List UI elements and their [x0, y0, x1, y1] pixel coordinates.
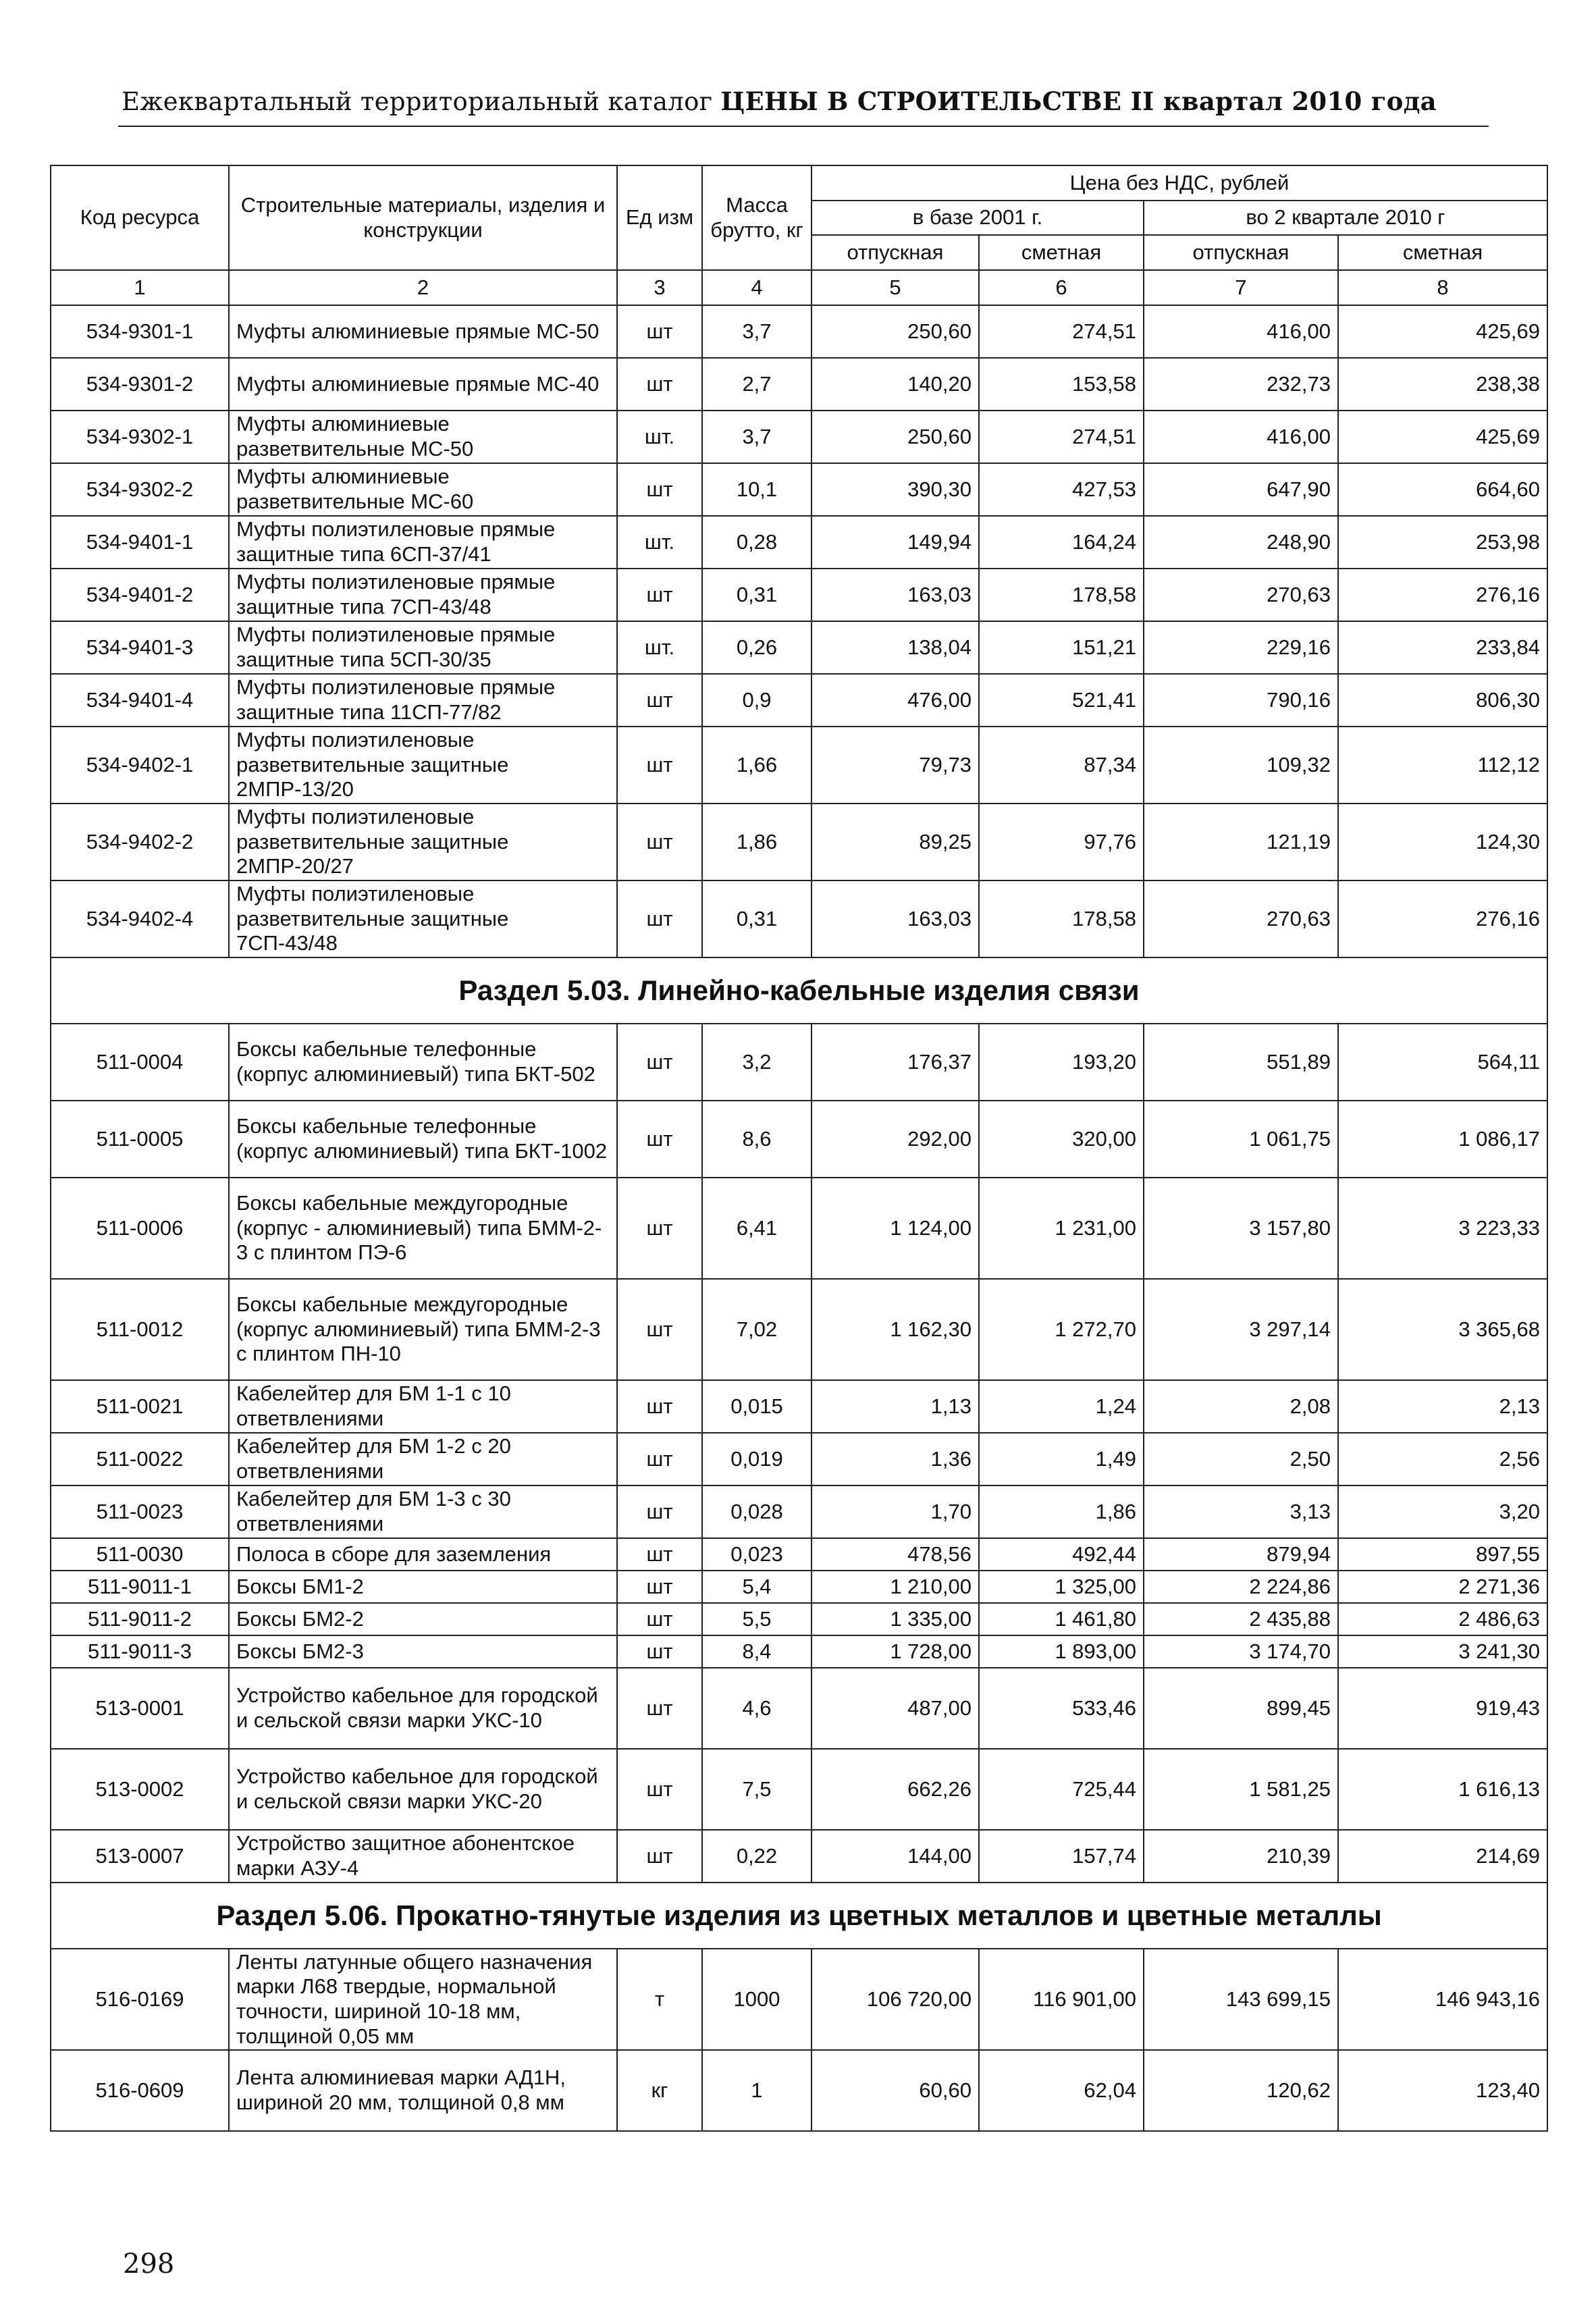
- mass: 10,1: [702, 463, 812, 516]
- unit: шт: [617, 727, 702, 804]
- price-current-retail: 790,16: [1144, 674, 1338, 727]
- table-row: [51, 1538, 1547, 1571]
- resource-code: 511-0030: [51, 1538, 229, 1571]
- resource-code: 534-9401-3: [51, 621, 229, 674]
- material-name: Боксы кабельные междугородные (корпус алюминиевый) типа БММ-2-3 с плинтом ПН-10: [229, 1279, 617, 1380]
- unit: шт: [617, 1668, 702, 1749]
- table-row: [51, 621, 1547, 674]
- resource-code: 511-9011-2: [51, 1603, 229, 1635]
- resource-code: 534-9302-1: [51, 411, 229, 463]
- material-name: Боксы БМ1-2: [229, 1571, 617, 1603]
- mass: 0,22: [702, 1830, 812, 1883]
- price-current-estimate: 123,40: [1338, 2050, 1547, 2131]
- price-current-retail: 899,45: [1144, 1668, 1338, 1749]
- table-row: [51, 804, 1547, 880]
- catalog-prefix: Ежеквартальный территориальный каталог: [122, 87, 713, 116]
- material-name: Муфты полиэтиленовые прямые защитные типа 7СП-43/48: [229, 569, 617, 621]
- price-current-retail: 248,90: [1144, 516, 1338, 569]
- price-base-retail: 1 124,00: [812, 1178, 979, 1279]
- price-base-retail: 662,26: [812, 1749, 979, 1830]
- price-current-estimate: 3 223,33: [1338, 1178, 1547, 1279]
- resource-code: 511-0005: [51, 1101, 229, 1178]
- price-current-retail: 3 174,70: [1144, 1635, 1338, 1668]
- material-name: Муфты полиэтиленовые прямые защитные типа 6СП-37/41: [229, 516, 617, 569]
- price-current-estimate: 1 086,17: [1338, 1101, 1547, 1178]
- table-row: [51, 1635, 1547, 1668]
- catalog-title: ЦЕНЫ В СТРОИТЕЛЬСТВЕ II квартал 2010 года: [720, 86, 1437, 116]
- column-number: 5: [812, 270, 979, 305]
- price-table: [50, 165, 1548, 2132]
- section-title: Раздел 5.06. Прокатно-тянутые изделия из цветных металлов и цветные металлы: [51, 1883, 1547, 1949]
- table-row: [51, 1433, 1547, 1485]
- mass: 0,028: [702, 1485, 812, 1538]
- table-row: [51, 411, 1547, 463]
- price-current-retail: 3 157,80: [1144, 1178, 1338, 1279]
- price-base-retail: 478,56: [812, 1538, 979, 1571]
- price-current-estimate: 146 943,16: [1338, 1949, 1547, 2050]
- resource-code: 511-0004: [51, 1024, 229, 1101]
- price-current-retail: 109,32: [1144, 727, 1338, 804]
- price-current-retail: 2 435,88: [1144, 1603, 1338, 1635]
- price-current-estimate: 897,55: [1338, 1538, 1547, 1571]
- price-base-retail: 1 162,30: [812, 1279, 979, 1380]
- mass: 0,31: [702, 880, 812, 957]
- table-row: [51, 1571, 1547, 1603]
- col-header-base: в базе 2001 г.: [812, 201, 1144, 235]
- price-base-retail: 140,20: [812, 358, 979, 411]
- resource-code: 516-0609: [51, 2050, 229, 2131]
- resource-code: 511-0012: [51, 1279, 229, 1380]
- section-row: [51, 957, 1547, 1024]
- price-current-estimate: 564,11: [1338, 1024, 1547, 1101]
- column-number: 2: [229, 270, 617, 305]
- unit: шт: [617, 1178, 702, 1279]
- price-base-estimate: 87,34: [979, 727, 1144, 804]
- mass: 8,4: [702, 1635, 812, 1668]
- resource-code: 511-0006: [51, 1178, 229, 1279]
- resource-code: 534-9301-2: [51, 358, 229, 411]
- price-base-retail: 89,25: [812, 804, 979, 880]
- unit: шт: [617, 1571, 702, 1603]
- table-row: [51, 463, 1547, 516]
- price-base-estimate: 1,49: [979, 1433, 1144, 1485]
- material-name: Муфты алюминиевые разветвительные МС-50: [229, 411, 617, 463]
- material-name: Ленты латунные общего назначения марки Л68 твердые, нормальной точности, шириной 10-18 мм, толщиной 0,05 мм: [229, 1949, 617, 2050]
- price-current-estimate: 3,20: [1338, 1485, 1547, 1538]
- price-current-retail: 647,90: [1144, 463, 1338, 516]
- mass: 1,86: [702, 804, 812, 880]
- price-current-retail: 1 581,25: [1144, 1749, 1338, 1830]
- price-base-estimate: 62,04: [979, 2050, 1144, 2131]
- column-number: 3: [617, 270, 702, 305]
- price-base-retail: 1 728,00: [812, 1635, 979, 1668]
- unit: шт: [617, 1433, 702, 1485]
- mass: 1: [702, 2050, 812, 2131]
- price-current-retail: 416,00: [1144, 305, 1338, 358]
- unit: шт: [617, 1538, 702, 1571]
- price-current-retail: 232,73: [1144, 358, 1338, 411]
- price-base-estimate: 164,24: [979, 516, 1144, 569]
- material-name: Боксы БМ2-2: [229, 1603, 617, 1635]
- mass: 0,9: [702, 674, 812, 727]
- price-base-retail: 292,00: [812, 1101, 979, 1178]
- resource-code: 516-0169: [51, 1949, 229, 2050]
- price-current-estimate: 3 241,30: [1338, 1635, 1547, 1668]
- column-number: 1: [51, 270, 229, 305]
- unit: шт: [617, 1101, 702, 1178]
- price-base-retail: 176,37: [812, 1024, 979, 1101]
- price-base-estimate: 1,24: [979, 1380, 1144, 1433]
- unit: шт: [617, 569, 702, 621]
- price-base-estimate: 97,76: [979, 804, 1144, 880]
- table-row: [51, 674, 1547, 727]
- material-name: Муфты алюминиевые прямые МС-50: [229, 305, 617, 358]
- price-current-estimate: 253,98: [1338, 516, 1547, 569]
- col-header-price: Цена без НДС, рублей: [812, 165, 1547, 201]
- price-base-retail: 144,00: [812, 1830, 979, 1883]
- price-base-retail: 163,03: [812, 880, 979, 957]
- unit: шт: [617, 1603, 702, 1635]
- unit: шт: [617, 1024, 702, 1101]
- unit: шт: [617, 804, 702, 880]
- price-current-retail: 3 297,14: [1144, 1279, 1338, 1380]
- table-row: [51, 1380, 1547, 1433]
- price-current-estimate: 233,84: [1338, 621, 1547, 674]
- price-current-retail: 2,50: [1144, 1433, 1338, 1485]
- material-name: Муфты полиэтиленовые разветвительные защитные 2МПР-13/20: [229, 727, 617, 804]
- col-header-mass: Масса брутто, кг: [702, 165, 812, 270]
- mass: 4,6: [702, 1668, 812, 1749]
- unit: шт.: [617, 411, 702, 463]
- table-row: [51, 880, 1547, 957]
- price-base-estimate: 533,46: [979, 1668, 1144, 1749]
- material-name: Полоса в сборе для заземления: [229, 1538, 617, 1571]
- price-current-retail: 879,94: [1144, 1538, 1338, 1571]
- resource-code: 534-9401-2: [51, 569, 229, 621]
- price-current-estimate: 919,43: [1338, 1668, 1547, 1749]
- mass: 0,31: [702, 569, 812, 621]
- material-name: Муфты полиэтиленовые прямые защитные типа 11СП-77/82: [229, 674, 617, 727]
- mass: 3,7: [702, 411, 812, 463]
- table-row: [51, 305, 1547, 358]
- header-rule: [118, 126, 1489, 127]
- price-base-estimate: 116 901,00: [979, 1949, 1144, 2050]
- col-header-code: Код ресурса: [51, 165, 229, 270]
- price-current-retail: 270,63: [1144, 880, 1338, 957]
- table-row: [51, 1101, 1547, 1178]
- price-base-estimate: 725,44: [979, 1749, 1144, 1830]
- price-current-retail: 210,39: [1144, 1830, 1338, 1883]
- price-base-estimate: 193,20: [979, 1024, 1144, 1101]
- mass: 5,5: [702, 1603, 812, 1635]
- price-base-retail: 487,00: [812, 1668, 979, 1749]
- table-row: [51, 1279, 1547, 1380]
- material-name: Муфты алюминиевые разветвительные МС-60: [229, 463, 617, 516]
- section-row: [51, 1883, 1547, 1949]
- table-row: [51, 1830, 1547, 1883]
- unit: шт: [617, 1749, 702, 1830]
- resource-code: 534-9301-1: [51, 305, 229, 358]
- unit: шт.: [617, 516, 702, 569]
- resource-code: 513-0001: [51, 1668, 229, 1749]
- price-base-retail: 1 210,00: [812, 1571, 979, 1603]
- price-base-estimate: 178,58: [979, 569, 1144, 621]
- price-base-retail: 138,04: [812, 621, 979, 674]
- price-base-estimate: 153,58: [979, 358, 1144, 411]
- table-row: [51, 1485, 1547, 1538]
- mass: 0,26: [702, 621, 812, 674]
- price-base-estimate: 427,53: [979, 463, 1144, 516]
- table-row: [51, 1603, 1547, 1635]
- price-current-estimate: 425,69: [1338, 305, 1547, 358]
- unit: шт: [617, 1485, 702, 1538]
- material-name: Муфты полиэтиленовые прямые защитные типа 5СП-30/35: [229, 621, 617, 674]
- material-name: Устройство защитное абонентское марки АЗУ-4: [229, 1830, 617, 1883]
- column-number: 4: [702, 270, 812, 305]
- mass: 8,6: [702, 1101, 812, 1178]
- col-header-retail: отпускная: [812, 235, 979, 270]
- mass: 0,019: [702, 1433, 812, 1485]
- price-current-estimate: 1 616,13: [1338, 1749, 1547, 1830]
- material-name: Кабелейтер для БМ 1-2 с 20 ответвлениями: [229, 1433, 617, 1485]
- price-current-estimate: 3 365,68: [1338, 1279, 1547, 1380]
- price-base-retail: 60,60: [812, 2050, 979, 2131]
- price-current-estimate: 214,69: [1338, 1830, 1547, 1883]
- material-name: Кабелейтер для БМ 1-3 с 30 ответвлениями: [229, 1485, 617, 1538]
- resource-code: 511-0022: [51, 1433, 229, 1485]
- mass: 7,02: [702, 1279, 812, 1380]
- price-current-estimate: 2,56: [1338, 1433, 1547, 1485]
- unit: шт: [617, 1279, 702, 1380]
- mass: 6,41: [702, 1178, 812, 1279]
- resource-code: 534-9401-4: [51, 674, 229, 727]
- price-base-estimate: 1 272,70: [979, 1279, 1144, 1380]
- col-header-name: Строительные материалы, изделия и конструкции: [229, 165, 617, 270]
- material-name: Кабелейтер для БМ 1-1 с 10 ответвлениями: [229, 1380, 617, 1433]
- price-base-estimate: 274,51: [979, 305, 1144, 358]
- price-current-retail: 143 699,15: [1144, 1949, 1338, 2050]
- price-base-retail: 1,36: [812, 1433, 979, 1485]
- price-current-estimate: 2,13: [1338, 1380, 1547, 1433]
- material-name: Боксы кабельные междугородные (корпус - алюминиевый) типа БММ-2-3 с плинтом ПЭ-6: [229, 1178, 617, 1279]
- price-base-estimate: 1 893,00: [979, 1635, 1144, 1668]
- price-current-estimate: 806,30: [1338, 674, 1547, 727]
- price-base-retail: 149,94: [812, 516, 979, 569]
- price-base-estimate: 320,00: [979, 1101, 1144, 1178]
- col-header-unit: Ед изм: [617, 165, 702, 270]
- unit: т: [617, 1949, 702, 2050]
- resource-code: 513-0007: [51, 1830, 229, 1883]
- material-name: Лента алюминиевая марки АД1Н, шириной 20 мм, толщиной 0,8 мм: [229, 2050, 617, 2131]
- col-header-current: во 2 квартале 2010 г: [1144, 201, 1547, 235]
- price-current-estimate: 124,30: [1338, 804, 1547, 880]
- resource-code: 534-9402-2: [51, 804, 229, 880]
- table-row: [51, 727, 1547, 804]
- mass: 3,7: [702, 305, 812, 358]
- price-base-estimate: 1 325,00: [979, 1571, 1144, 1603]
- column-number: 8: [1338, 270, 1547, 305]
- resource-code: 534-9401-1: [51, 516, 229, 569]
- material-name: Боксы кабельные телефонные (корпус алюминиевый) типа БКТ-502: [229, 1024, 617, 1101]
- price-current-retail: 3,13: [1144, 1485, 1338, 1538]
- table-row: [51, 569, 1547, 621]
- price-current-estimate: 238,38: [1338, 358, 1547, 411]
- price-base-retail: 250,60: [812, 305, 979, 358]
- price-current-retail: 121,19: [1144, 804, 1338, 880]
- price-current-retail: 120,62: [1144, 2050, 1338, 2131]
- unit: шт: [617, 358, 702, 411]
- material-name: Устройство кабельное для городской и сельской связи марки УКС-20: [229, 1749, 617, 1830]
- unit: шт.: [617, 621, 702, 674]
- resource-code: 534-9402-1: [51, 727, 229, 804]
- price-base-retail: 250,60: [812, 411, 979, 463]
- table-row: [51, 1749, 1547, 1830]
- price-base-estimate: 157,74: [979, 1830, 1144, 1883]
- column-number: 7: [1144, 270, 1338, 305]
- unit: шт: [617, 1635, 702, 1668]
- table-row: [51, 1949, 1547, 2050]
- column-number: 6: [979, 270, 1144, 305]
- price-current-estimate: 425,69: [1338, 411, 1547, 463]
- price-base-retail: 106 720,00: [812, 1949, 979, 2050]
- mass: 3,2: [702, 1024, 812, 1101]
- price-current-retail: 2,08: [1144, 1380, 1338, 1433]
- price-base-estimate: 521,41: [979, 674, 1144, 727]
- price-current-estimate: 276,16: [1338, 880, 1547, 957]
- price-base-retail: 79,73: [812, 727, 979, 804]
- price-current-estimate: 664,60: [1338, 463, 1547, 516]
- price-current-estimate: 2 486,63: [1338, 1603, 1547, 1635]
- resource-code: 511-9011-1: [51, 1571, 229, 1603]
- table-row: [51, 1024, 1547, 1101]
- mass: 7,5: [702, 1749, 812, 1830]
- unit: шт: [617, 463, 702, 516]
- table-row: [51, 516, 1547, 569]
- unit: кг: [617, 2050, 702, 2131]
- unit: шт: [617, 305, 702, 358]
- material-name: Муфты алюминиевые прямые МС-40: [229, 358, 617, 411]
- col-header-estimate: сметная: [979, 235, 1144, 270]
- mass: 5,4: [702, 1571, 812, 1603]
- page-header: [122, 86, 1485, 116]
- table-row: [51, 1178, 1547, 1279]
- price-current-retail: 416,00: [1144, 411, 1338, 463]
- resource-code: 511-9011-3: [51, 1635, 229, 1668]
- header-row-1: [51, 165, 1547, 201]
- price-base-estimate: 1 231,00: [979, 1178, 1144, 1279]
- material-name: Боксы БМ2-3: [229, 1635, 617, 1668]
- price-current-estimate: 2 271,36: [1338, 1571, 1547, 1603]
- price-base-retail: 1,13: [812, 1380, 979, 1433]
- price-current-estimate: 112,12: [1338, 727, 1547, 804]
- price-base-estimate: 1 461,80: [979, 1603, 1144, 1635]
- table-row: [51, 358, 1547, 411]
- mass: 0,28: [702, 516, 812, 569]
- price-base-retail: 1 335,00: [812, 1603, 979, 1635]
- unit: шт: [617, 674, 702, 727]
- material-name: Боксы кабельные телефонные (корпус алюминиевый) типа БКТ-1002: [229, 1101, 617, 1178]
- price-current-estimate: 276,16: [1338, 569, 1547, 621]
- price-base-estimate: 1,86: [979, 1485, 1144, 1538]
- mass: 0,015: [702, 1380, 812, 1433]
- mass: 1,66: [702, 727, 812, 804]
- mass: 0,023: [702, 1538, 812, 1571]
- price-base-retail: 476,00: [812, 674, 979, 727]
- table-row: [51, 1668, 1547, 1749]
- price-current-retail: 2 224,86: [1144, 1571, 1338, 1603]
- mass: 1000: [702, 1949, 812, 2050]
- table-row: [51, 2050, 1547, 2131]
- unit: шт: [617, 1380, 702, 1433]
- unit: шт: [617, 880, 702, 957]
- resource-code: 511-0021: [51, 1380, 229, 1433]
- price-base-estimate: 492,44: [979, 1538, 1144, 1571]
- column-number-row: [51, 270, 1547, 305]
- material-name: Устройство кабельное для городской и сельской связи марки УКС-10: [229, 1668, 617, 1749]
- price-current-retail: 1 061,75: [1144, 1101, 1338, 1178]
- resource-code: 511-0023: [51, 1485, 229, 1538]
- unit: шт: [617, 1830, 702, 1883]
- resource-code: 534-9302-2: [51, 463, 229, 516]
- price-base-retail: 163,03: [812, 569, 979, 621]
- price-current-retail: 229,16: [1144, 621, 1338, 674]
- price-base-estimate: 274,51: [979, 411, 1144, 463]
- price-base-retail: 390,30: [812, 463, 979, 516]
- price-base-retail: 1,70: [812, 1485, 979, 1538]
- col-header-estimate-2: сметная: [1338, 235, 1547, 270]
- resource-code: 513-0002: [51, 1749, 229, 1830]
- price-base-estimate: 151,21: [979, 621, 1144, 674]
- material-name: Муфты полиэтиленовые разветвительные защитные 7СП-43/48: [229, 880, 617, 957]
- price-current-retail: 270,63: [1144, 569, 1338, 621]
- resource-code: 534-9402-4: [51, 880, 229, 957]
- section-title: Раздел 5.03. Линейно-кабельные изделия связи: [51, 957, 1547, 1024]
- price-current-retail: 551,89: [1144, 1024, 1338, 1101]
- price-base-estimate: 178,58: [979, 880, 1144, 957]
- page-number: 298: [123, 2249, 175, 2280]
- col-header-retail-2: отпускная: [1144, 235, 1338, 270]
- material-name: Муфты полиэтиленовые разветвительные защитные 2МПР-20/27: [229, 804, 617, 880]
- mass: 2,7: [702, 358, 812, 411]
